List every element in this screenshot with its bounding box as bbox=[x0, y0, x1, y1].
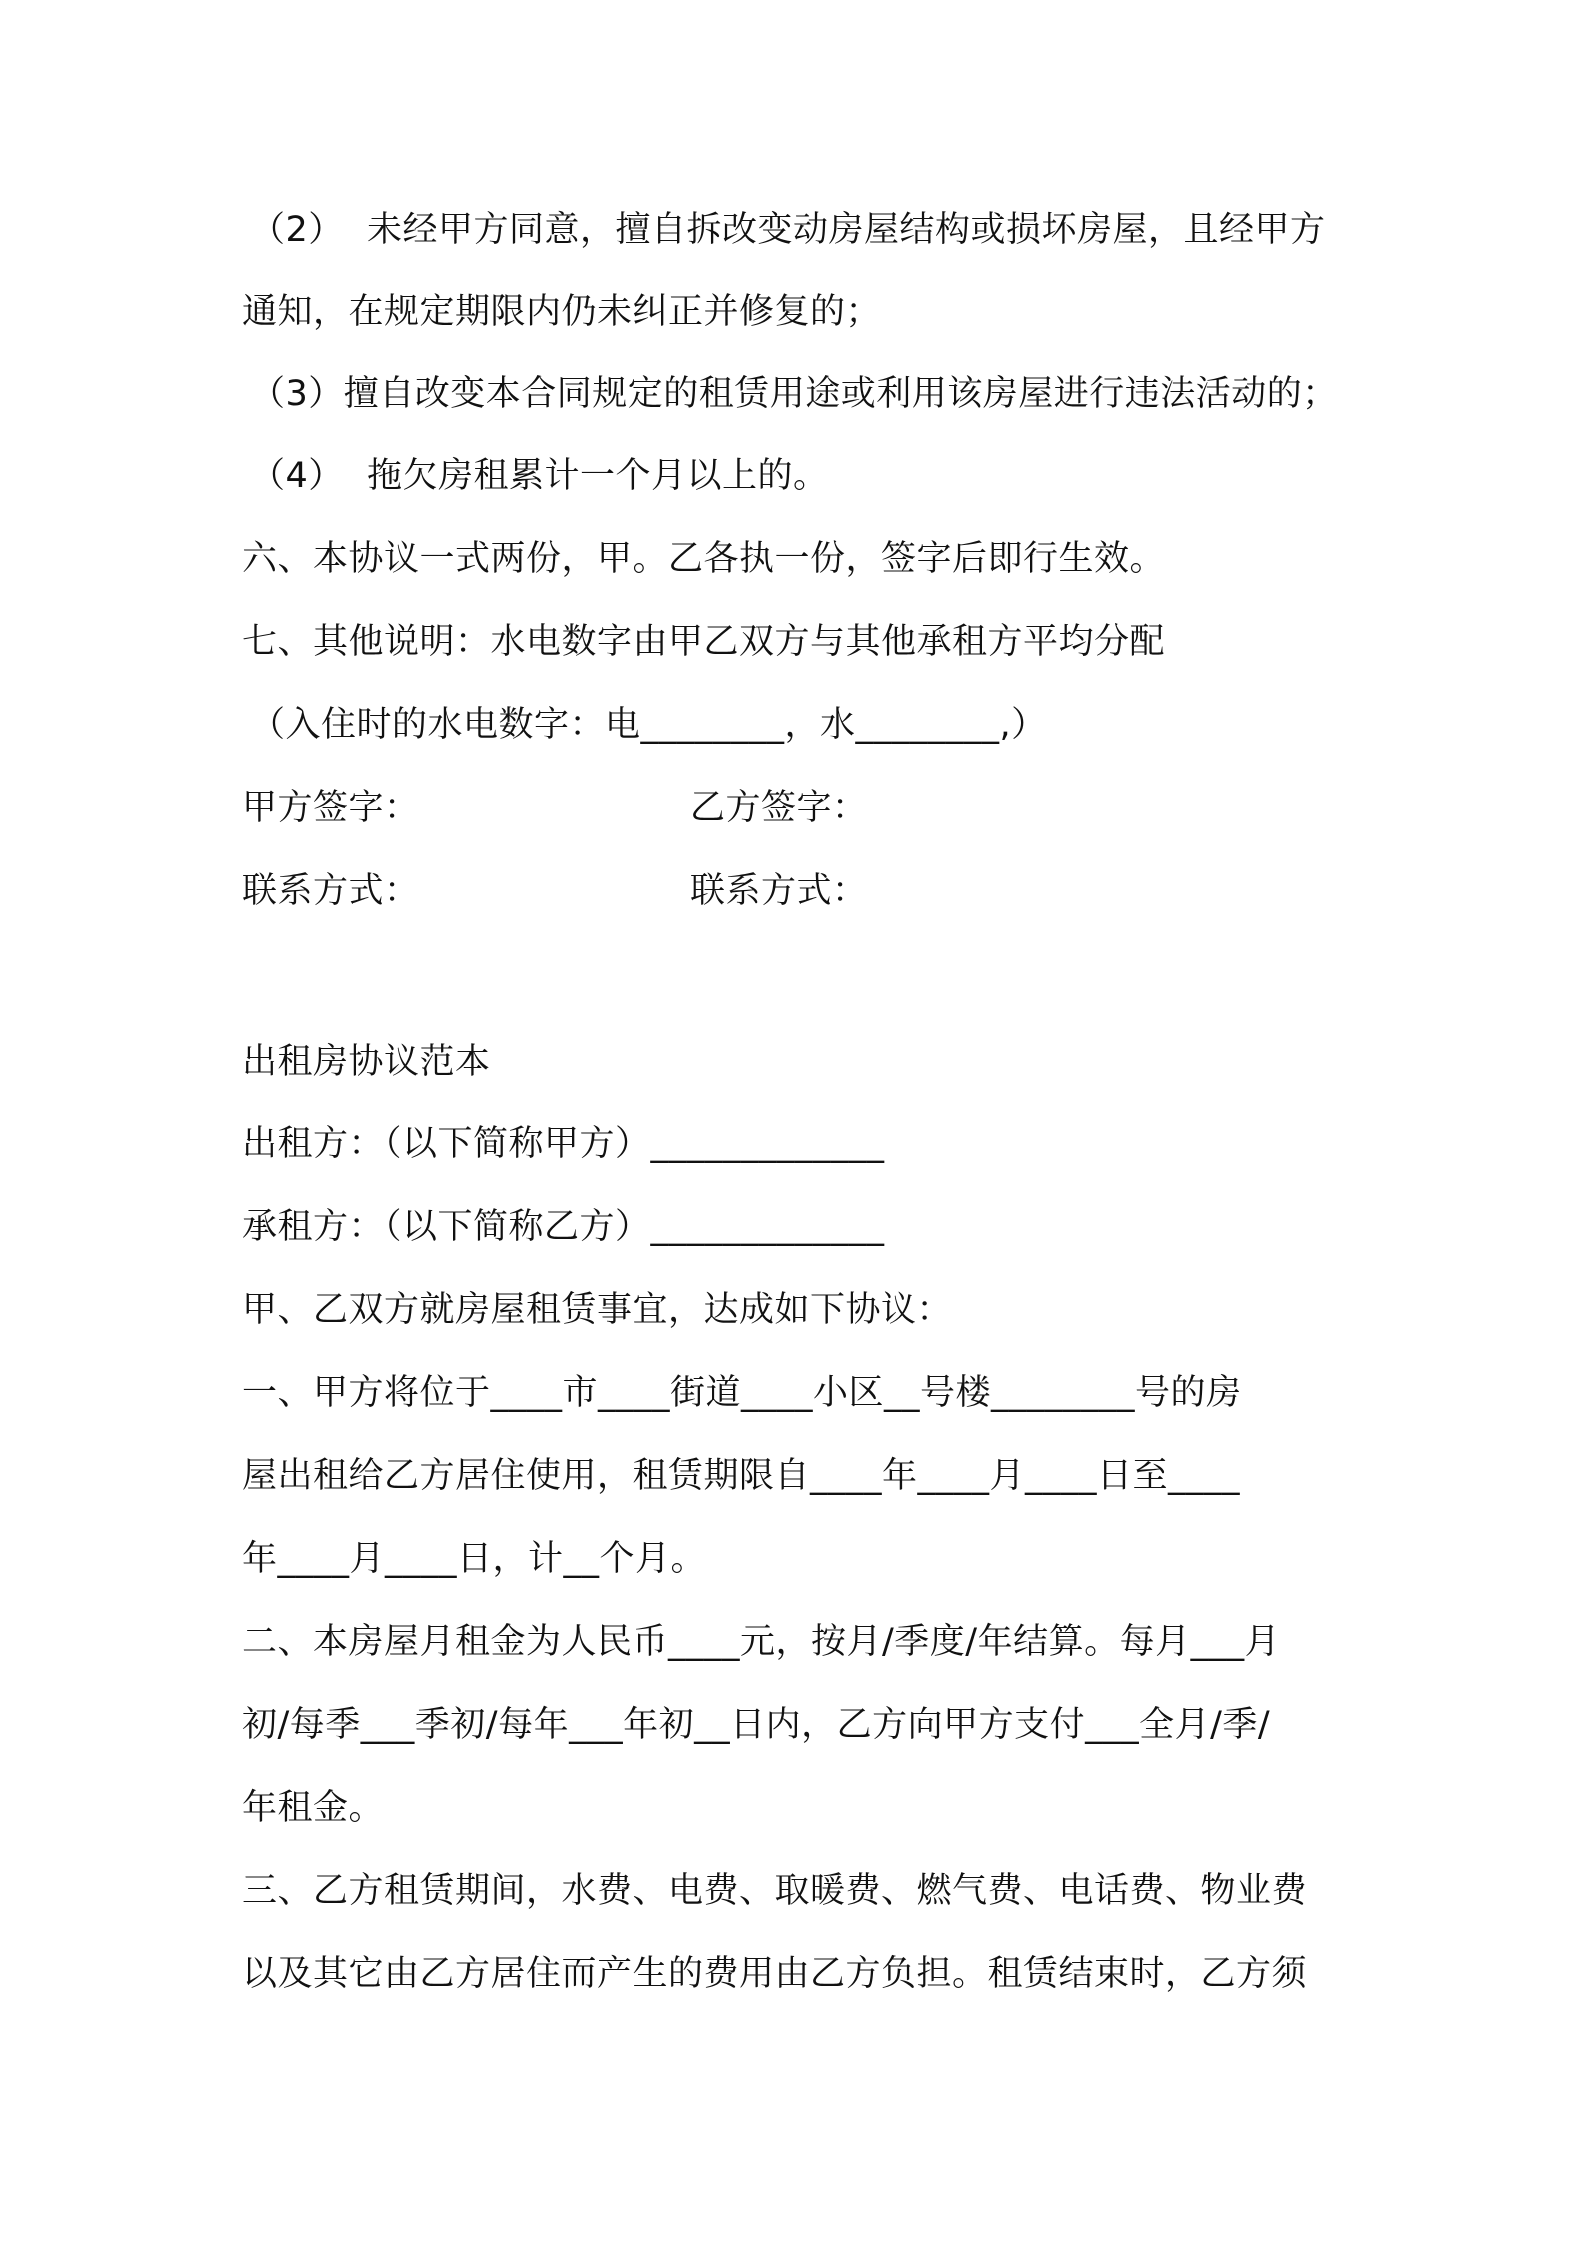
clause-6: 六、本协议一式两份，甲。乙各执一份，签字后即行生效。 bbox=[242, 539, 1166, 579]
item-2-line-2: 通知，在规定期限内仍未纠正并修复的； bbox=[242, 292, 882, 332]
party-b-contact-label: 联系方式： bbox=[690, 871, 868, 911]
lessee-line: 承租方：（以下简称乙方）_____________ bbox=[242, 1207, 885, 1247]
item-4: （4） 拖欠房租累计一个月以上的。 bbox=[250, 456, 829, 496]
party-a-signature-label: 甲方签字： bbox=[242, 788, 420, 828]
clause-2-line-2: 初/每季___季初/每年___年初__日内，乙方向甲方支付___全月/季/ bbox=[242, 1705, 1271, 1745]
item-2-line-1: （2） 未经甲方同意，擅自拆改变动房屋结构或损坏房屋，且经甲方 bbox=[250, 210, 1326, 250]
clause-3-line-2: 以及其它由乙方居住而产生的费用由乙方负担。租赁结束时，乙方须 bbox=[242, 1954, 1308, 1994]
clause-2-line-3: 年租金。 bbox=[242, 1788, 385, 1828]
clause-7: 七、其他说明：水电数字由甲乙双方与其他承租方平均分配 bbox=[242, 622, 1166, 662]
agreement-title: 出租房协议范本 bbox=[242, 1042, 491, 1082]
clause-1-line-1: 一、甲方将位于____市____街道____小区__号楼________号的房 bbox=[242, 1373, 1242, 1413]
clause-2-line-1: 二、本房屋月租金为人民币____元，按月/季度/年结算。每月___月 bbox=[242, 1622, 1281, 1662]
item-3: （3）擅自改变本合同规定的租赁用途或利用该房屋进行违法活动的； bbox=[250, 374, 1338, 414]
clause-1-line-2: 屋出租给乙方居住使用，租赁期限自____年____月____日至____ bbox=[242, 1456, 1241, 1496]
clause-1-line-3: 年____月____日，计__个月。 bbox=[242, 1539, 707, 1579]
agreement-intro: 甲、乙双方就房屋租赁事宜，达成如下协议： bbox=[242, 1290, 953, 1330]
clause-3-line-1: 三、乙方租赁期间，水费、电费、取暖费、燃气费、电话费、物业费 bbox=[242, 1871, 1308, 1911]
clause-7-note: （入住时的水电数字：电________，水________,） bbox=[250, 705, 1047, 745]
party-a-contact-label: 联系方式： bbox=[242, 871, 420, 911]
party-b-signature-label: 乙方签字： bbox=[690, 788, 868, 828]
lessor-line: 出租方：（以下简称甲方）_____________ bbox=[242, 1124, 885, 1164]
